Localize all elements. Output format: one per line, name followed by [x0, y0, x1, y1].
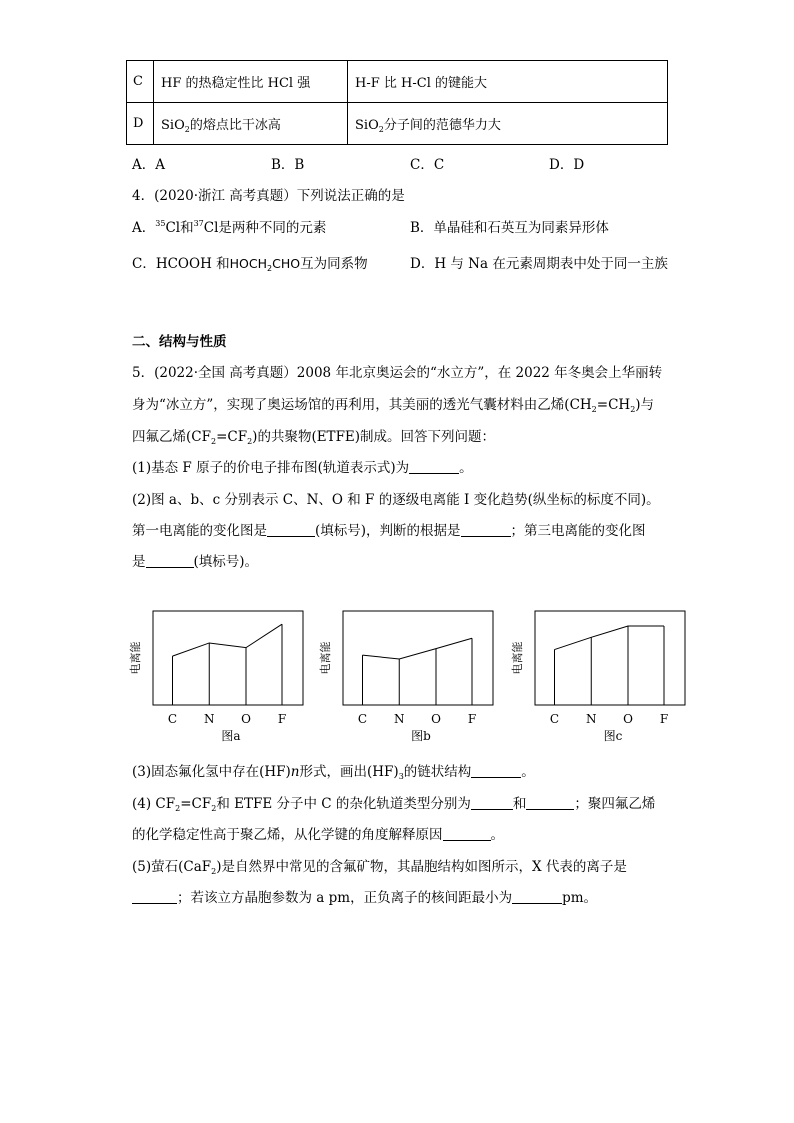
q4-option-a: A．$^{35}$Cl和$^{37}$Cl是两种不同的元素 [132, 219, 327, 236]
table-row [127, 103, 668, 145]
chart-frame [535, 611, 685, 705]
option-letter: D [127, 103, 154, 145]
chart-tick-label: C [549, 712, 560, 726]
option-statement: HF 的热稳定性比 HCl 强 [154, 61, 348, 103]
answer-choice-b: B．B [271, 157, 305, 173]
q5-part-5-line1: (5)萤石(CaF$_2$)是自然界中常见的含氟矿物，其晶胞结构如图所示，X 代表的离子是 [132, 859, 627, 876]
answer-blank [461, 523, 511, 537]
answer-blank [512, 890, 562, 904]
q5-part-2-line1: (2)图 a、b、c 分别表示 C、N、O 和 F 的逐级电离能 I 变化趋势(纵坐标的标度不同)。 [132, 492, 660, 508]
answer-choice-a: A．A [132, 157, 165, 173]
chart-tick-label: C [167, 712, 178, 726]
answer-blank [443, 827, 491, 841]
chart-tick-label: O [623, 712, 633, 726]
q5-part-2-line2: 第一电离能的变化图是 (填标号)，判断的根据是 ；第三电离能的变化图 [132, 523, 646, 539]
chart-ylabel: 电离能 [511, 641, 524, 675]
answer-blank [471, 764, 521, 778]
answer-blank [471, 796, 513, 810]
chart-tick-label: N [586, 712, 597, 726]
chart-title: 图c [603, 729, 623, 743]
chart-title: 图a [221, 729, 241, 743]
q5-stem-line2: 身为“冰立方”，实现了奥运场馆的再利用，其美丽的透光气囊材料由乙烯$(CH_2=CH_2)$与 [132, 397, 655, 414]
q4-option-b: B．单晶硅和石英互为同素异形体 [410, 220, 609, 236]
chart-tick-label: F [467, 712, 477, 726]
chart-ylabel: 电离能 [319, 641, 332, 675]
q5-stem-line1: 5．(2022·全国 高考真题）2008 年北京奥运会的“水立方”，在 2022 年冬奥会上华丽转 [132, 365, 663, 381]
chart-tick-label: N [394, 712, 405, 726]
chart-tick-label: O [431, 712, 441, 726]
q5-part-2-line3: 是 (填标号)。 [132, 554, 259, 570]
q3-options-table [126, 60, 668, 145]
answer-blank [132, 890, 177, 904]
chart-series-line [363, 638, 473, 659]
answer-blank [267, 523, 315, 537]
chart-ylabel: 电离能 [129, 641, 142, 675]
option-explanation: H-F 比 H-Cl 的键能大 [348, 61, 668, 103]
chart-tick-label: F [277, 712, 287, 726]
q4-option-c: C．HCOOH 和$HOCH_2CHO$互为同系物 [132, 256, 368, 273]
q5-part-5-line2: ；若该立方晶胞参数为 a pm，正负离子的核间距最小为 pm。 [132, 886, 597, 906]
chart-series-line [173, 624, 283, 656]
answer-blank [409, 460, 459, 474]
section-title: 二、结构与性质 [132, 334, 227, 350]
ionization-energy-charts [0, 600, 794, 750]
question-4-stem: 4．(2020·浙江 高考真题）下列说法正确的是 [132, 188, 405, 204]
answer-blank [526, 796, 574, 810]
chart-tick-label: F [659, 712, 669, 726]
q5-part-4-line1: (4) $CF_2=CF_2$和 ETFE 分子中 C 的杂化轨道类型分别为 和 ；聚四氟乙烯 [132, 796, 656, 813]
answer-choice-d: D．D [549, 157, 585, 173]
answer-choice-c: C．C [410, 157, 445, 173]
chart-tick-label: C [357, 712, 368, 726]
answer-blank [146, 554, 194, 568]
q5-stem-line3: 四氟乙烯$(CF_2=CF_2)$的共聚物(ETFE)制成。回答下列问题： [132, 429, 496, 446]
q5-part-4-line2: 的化学稳定性高于聚乙烯，从化学键的角度解释原因 。 [132, 827, 504, 843]
option-letter: C [127, 61, 154, 103]
q5-part-3: (3)固态氟化氢中存在(HF)n形式，画出$(HF)_3$的链状结构 。 [132, 764, 535, 781]
chart-title: 图b [411, 729, 431, 743]
option-statement: SiO$_2$的熔点比干冰高 [154, 103, 348, 145]
chart-tick-label: O [241, 712, 251, 726]
chart-tick-label: N [204, 712, 215, 726]
q4-option-d: D．H 与 Na 在元素周期表中处于同一主族 [410, 256, 668, 272]
option-explanation: SiO$_2$分子间的范德华力大 [348, 103, 668, 145]
chart-series-line [555, 626, 665, 650]
table-row [127, 61, 668, 103]
q5-part-1: (1)基态 F 原子的价电子排布图(轨道表示式)为 。 [132, 460, 473, 476]
chart-frame [343, 611, 493, 705]
